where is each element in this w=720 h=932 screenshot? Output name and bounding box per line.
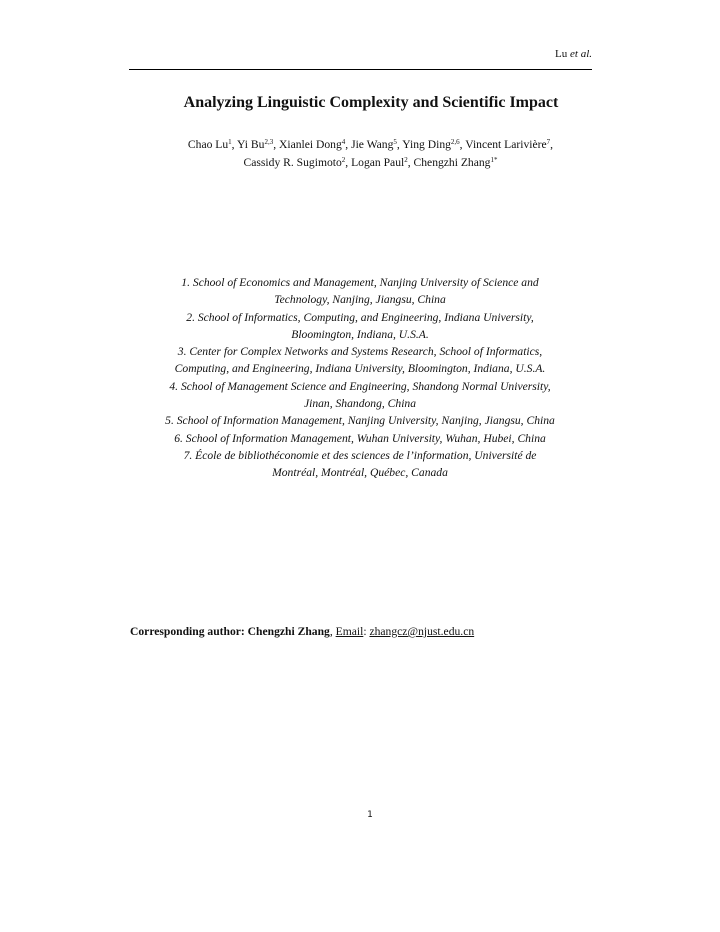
corresponding-author-name: Chengzhi Zhang	[247, 625, 330, 638]
affiliation-line: Bloomington, Indiana, U.S.A.	[291, 327, 429, 341]
author-affiliation-mark: 1	[228, 138, 232, 146]
affiliation-line: 4. School of Management Science and Engineering, Shandong Normal University,	[169, 379, 551, 393]
author-name: Chengzhi Zhang	[413, 156, 491, 169]
email-link[interactable]: zhangcz@njust.edu.cn	[369, 625, 475, 638]
author-name: Chao Lu	[187, 138, 229, 151]
author-name: Yi Bu	[237, 138, 265, 151]
affiliation-line: 2. School of Informatics, Computing, and Engineering, Indiana University,	[186, 310, 534, 324]
affiliation-line: 3. Center for Complex Networks and Systems Research, School of Informatics,	[177, 345, 543, 359]
header-rule	[129, 69, 592, 70]
author-name: Logan Paul	[351, 156, 405, 169]
affiliation-line: Computing, and Engineering, Indiana University, Bloomington, Indiana, U.S.A.	[174, 362, 546, 376]
affiliation-line: 6. School of Information Management, Wuhan University, Wuhan, Hubei, China	[174, 431, 546, 445]
affiliation-list	[124, 274, 596, 482]
author-affiliation-mark: 4	[341, 138, 346, 146]
page-number: 1	[367, 810, 373, 820]
affiliation-line: 5. School of Information Management, Nanjing University, Nanjing, Jiangsu, China	[165, 414, 555, 428]
affiliation-line: Jinan, Shandong, China	[303, 397, 417, 411]
affiliation-line: Montréal, Montréal, Québec, Canada	[272, 466, 448, 480]
author-line: Chao Lu$^1$, Yi Bu$^{2,3}$, Xianlei Dong$^4$, Jie Wang$^5$, Ying Ding$^{2,6}$, Vincent Larivière$^7$,	[187, 138, 554, 151]
affiliation-line: Technology, Nanjing, Jiangsu, China	[274, 293, 446, 307]
author-affiliation-mark: 2	[404, 156, 408, 164]
running-head-etal: et al.	[570, 48, 592, 60]
email-label: Email	[335, 625, 364, 638]
author-name: Xianlei Dong	[278, 138, 342, 151]
author-affiliation-mark: 2,3	[264, 138, 274, 146]
author-name: Vincent Larivière	[465, 138, 547, 151]
author-affiliation-mark: 5	[393, 138, 397, 146]
author-name: Cassidy R. Sugimoto	[243, 156, 342, 169]
author-affiliation-mark: 2,6	[450, 138, 460, 146]
running-head	[555, 47, 592, 61]
author-affiliation-mark: 1*	[490, 156, 498, 164]
running-head-author: Lu	[555, 48, 568, 60]
author-name: Ying Ding	[402, 138, 451, 151]
paper-title: Analyzing Linguistic Complexity and Scientific Impact	[183, 94, 559, 111]
affiliation-line: 7. École de bibliothéconomie et des sciences de l’information, Université de	[183, 448, 537, 462]
author-affiliation-mark: 7	[546, 138, 551, 146]
author-line: Cassidy R. Sugimoto$^2$, Logan Paul$^2$, Chengzhi Zhang$^{1*}$	[243, 156, 498, 169]
author-list	[129, 136, 612, 172]
corresponding-author: Corresponding author: Chengzhi Zhang, Email: zhangcz@njust.edu.cn	[130, 625, 475, 638]
affiliation-line: 1. School of Economics and Management, Nanjing University of Science and	[181, 276, 539, 289]
corresponding-author-label: Corresponding author:	[130, 625, 248, 638]
author-affiliation-mark: 2	[341, 156, 346, 164]
author-name: Jie Wang	[351, 138, 394, 151]
